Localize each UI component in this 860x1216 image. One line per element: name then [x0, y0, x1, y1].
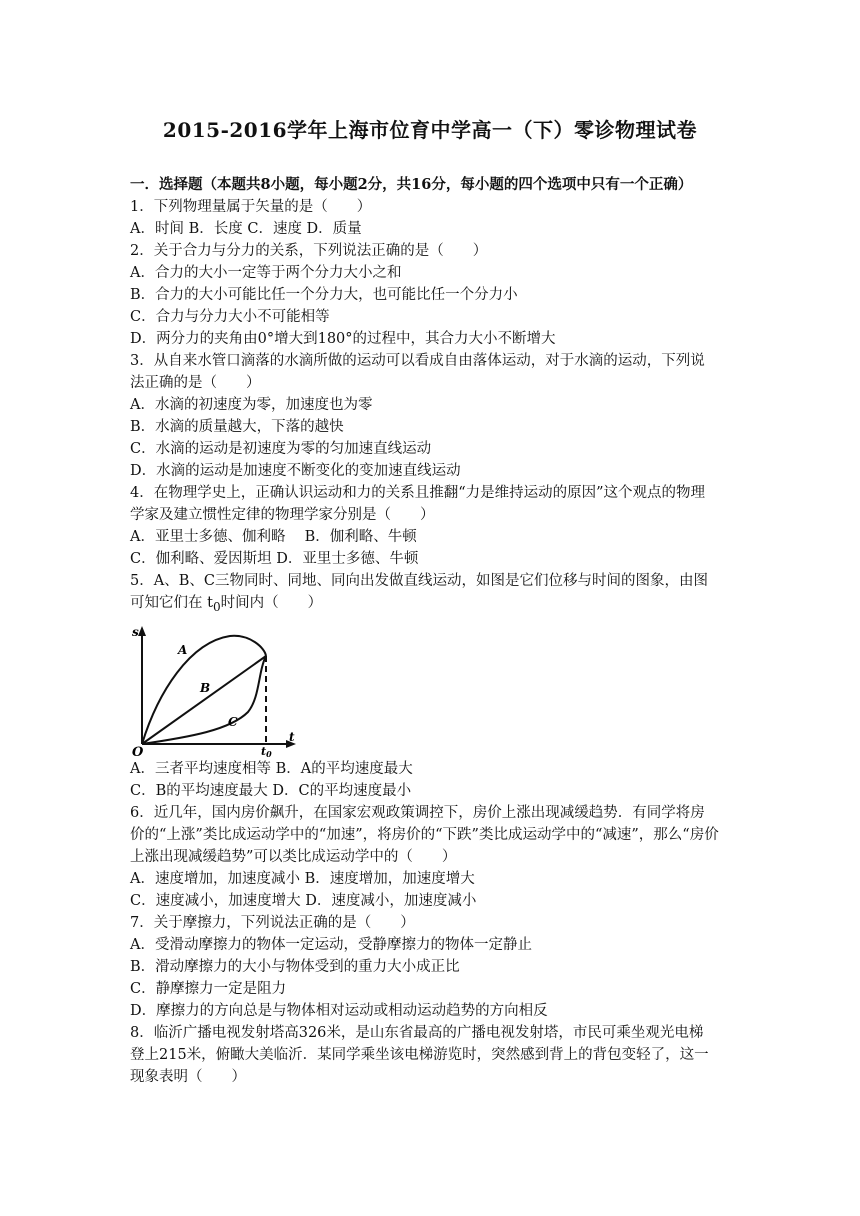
q5-options-ab: A．三者平均速度相等 B．A的平均速度最大 [130, 761, 413, 777]
s-axis-label: s [132, 625, 139, 639]
q3-option-a: A．水滴的初速度为零，加速度也为零 [130, 397, 373, 413]
displacement-time-graph [130, 622, 305, 758]
origin-label: O [132, 745, 144, 758]
q5-options-cd: C．B的平均速度最大 D．C的平均速度最小 [130, 783, 412, 799]
q3-stem-line1: 3．从自来水管口滴落的水滴所做的运动可以看成自由落体运动，对于水滴的运动，下列说 [130, 353, 705, 369]
q3-option-d: D．水滴的运动是加速度不断变化的变加速直线运动 [130, 463, 461, 479]
q4-stem-line2: 学家及建立惯性定律的物理学家分别是（ ） [130, 507, 435, 523]
line-b-label: B [200, 681, 211, 695]
q4-options-ab: A．亚里士多德、伽利略 B．伽利略、牛顿 [130, 529, 417, 545]
section-header: 一．选择题（本题共8小题，每小题2分，共16分，每小题的四个选项中只有一个正确） [130, 176, 693, 193]
curve-a-label: A [178, 643, 188, 657]
exam-title: 2015-2016学年上海市位育中学高一（下）零诊物理试卷 [162, 118, 698, 142]
q2-option-c: C．合力与分力大小不可能相等 [130, 309, 330, 325]
q6-line3: 上涨出现减缓趋势”可以类比成运动学中的（ ） [130, 849, 457, 865]
q8-line1: 8．临沂广播电视发射塔高326米，是山东省最高的广播电视发射塔，市民可乘坐观光电梯 [130, 1025, 704, 1041]
q7-option-c: C．静摩擦力一定是阻力 [130, 981, 287, 997]
t0-label: t0 [261, 745, 272, 758]
t-axis-label: t [289, 730, 295, 744]
q7-stem: 7．关于摩擦力，下列说法正确的是（ ） [130, 915, 415, 931]
q7-option-b: B．滑动摩擦力的大小与物体受到的重力大小成正比 [130, 959, 460, 975]
q7-option-a: A．受滑动摩擦力的物体一定运动，受静摩擦力的物体一定静止 [130, 937, 532, 953]
q6-options-ab: A．速度增加，加速度减小 B．速度增加，加速度增大 [130, 871, 475, 887]
q5-stem-line1: 5．A、B、C三物同时、同地、同向出发做直线运动，如图是它们位移与时间的图象，由图 [130, 573, 708, 589]
q2-option-a: A．合力的大小一定等于两个分力大小之和 [130, 265, 402, 281]
q1-options: A．时间 B．长度 C．速度 D．质量 [130, 221, 362, 237]
q8-line3: 现象表明（ ） [130, 1069, 246, 1085]
q1-stem: 1．下列物理量属于矢量的是（ ） [130, 199, 372, 215]
q6-line2: 价的“上涨”类比成运动学中的“加速”，将房价的“下跌”类比成运动学中的“减速”，那么“房价 [130, 827, 719, 843]
q7-option-d: D．摩擦力的方向总是与物体相对运动或相动运动趋势的方向相反 [130, 1003, 548, 1019]
curve-c-label: C [228, 715, 238, 729]
s-axis-arrow [138, 626, 146, 636]
q2-stem: 2．关于合力与分力的关系，下列说法正确的是（ ） [130, 243, 488, 259]
q4-options-cd: C．伽利略、爱因斯坦 D．亚里士多德、牛顿 [130, 551, 419, 567]
q8-line2: 登上215米，俯瞰大美临沂．某同学乘坐该电梯游览时，突然感到背上的背包变轻了，这一 [130, 1047, 709, 1063]
q3-option-b: B．水滴的质量越大，下落的越快 [130, 419, 344, 435]
q6-options-cd: C．速度减小，加速度增大 D．速度减小，加速度减小 [130, 893, 477, 909]
q3-option-c: C．水滴的运动是初速度为零的匀加速直线运动 [130, 441, 432, 457]
q3-stem-line2: 法正确的是（ ） [130, 375, 261, 391]
q2-option-b: B．合力的大小可能比任一个分力大，也可能比任一个分力小 [130, 287, 518, 303]
q5-stem-line2: 可知它们在 $t_0$时间内（ ） [130, 595, 323, 614]
q6-line1: 6．近几年，国内房价飙升，在国家宏观政策调控下，房价上涨出现减缓趋势．有同学将房 [130, 805, 705, 821]
q2-option-d: D．两分力的夹角由0°增大到180°的过程中，其合力大小不断增大 [130, 331, 556, 347]
q4-stem-line1: 4．在物理学史上，正确认识运动和力的关系且推翻“力是维持运动的原因”这个观点的物理 [130, 485, 706, 501]
